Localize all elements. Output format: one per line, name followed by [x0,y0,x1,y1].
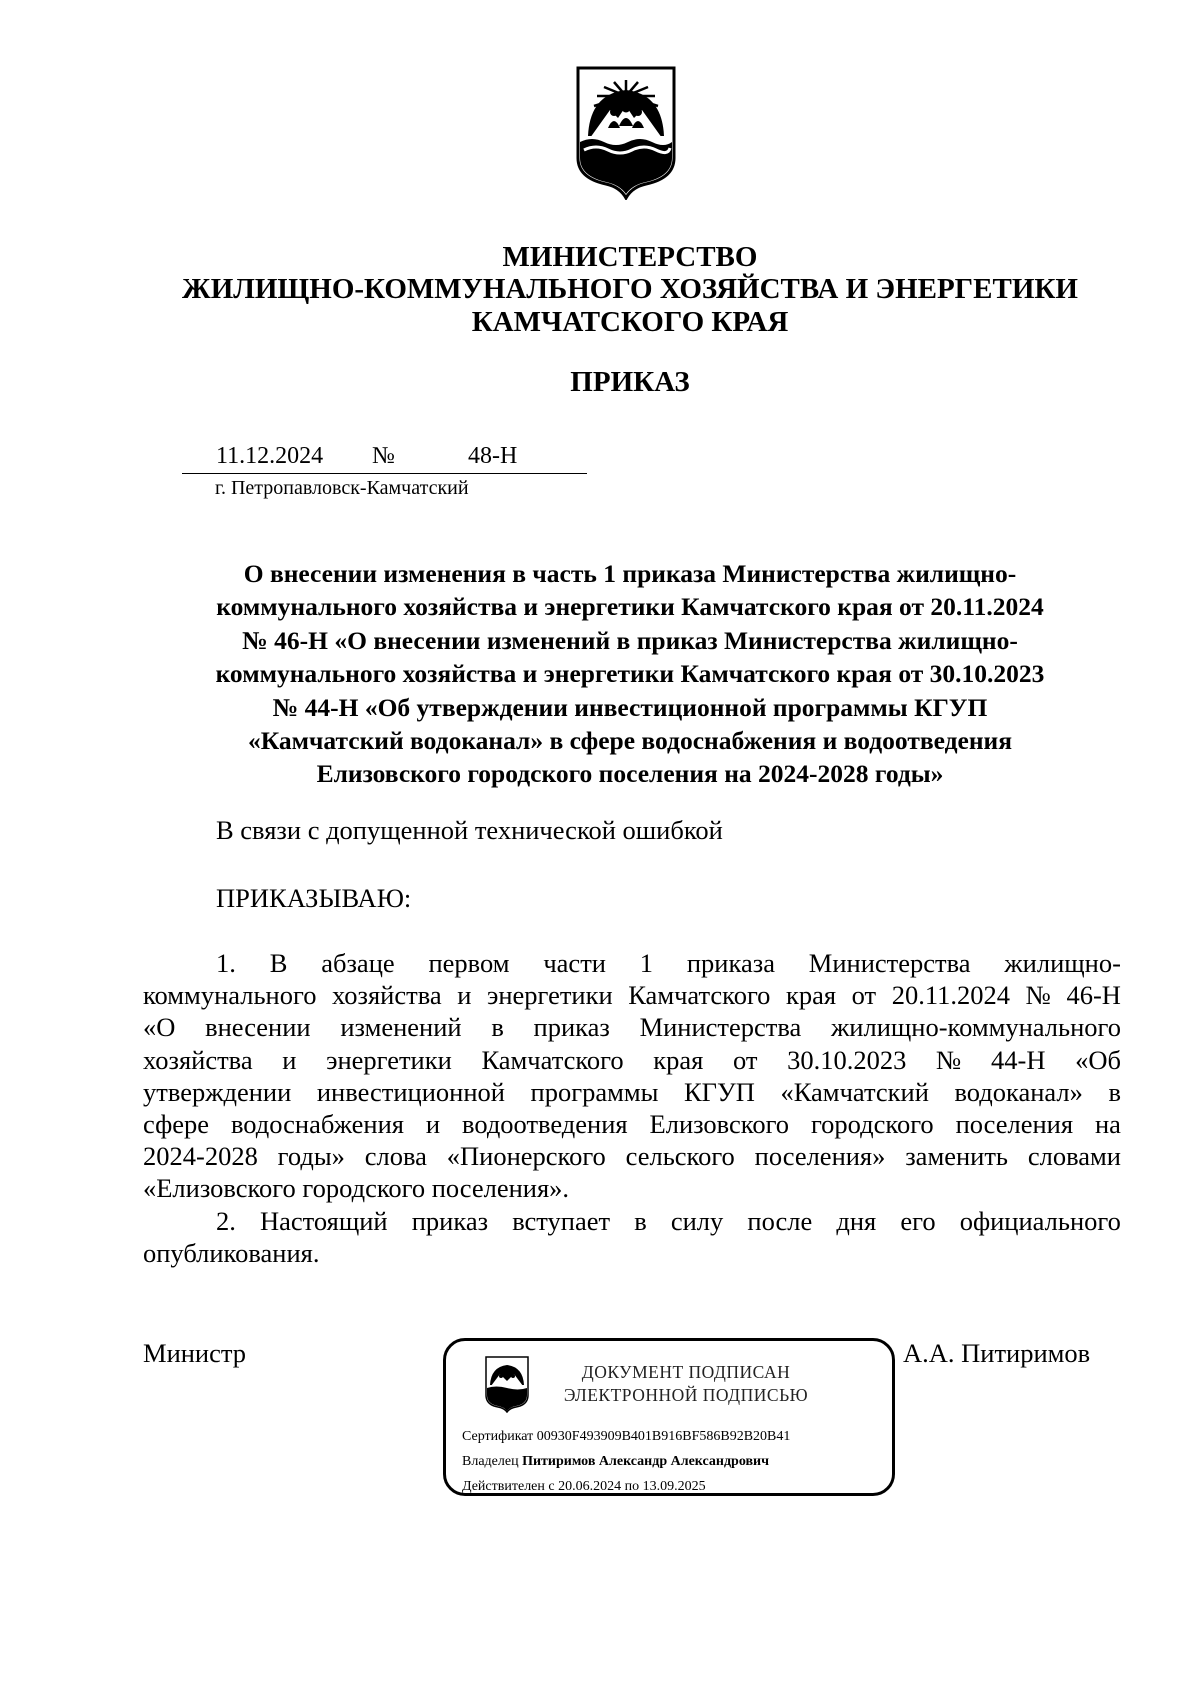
body-word: хозяйства [332,980,442,1011]
body-word: Министерства [639,1012,802,1043]
certificate-label: Сертификат [462,1429,534,1444]
body-word: словами [1027,1141,1121,1172]
body-word: приказа [686,948,775,978]
body-word: первом [428,948,510,978]
body-word: жилищно- [1004,948,1121,978]
stamp-owner [462,1454,769,1470]
ministry-name-line2: ЖИЛИЩНО-КОММУНАЛЬНОГО ХОЗЯЙСТВА И ЭНЕРГЕТИКИ [182,273,1078,305]
signer-name: А.А. Питиримов [903,1338,1091,1368]
body-word: КГУП [684,1076,755,1107]
body-word: «О [143,1012,176,1043]
body-word: энергетики [486,980,613,1011]
body-word: вступает [512,1205,611,1236]
body-word: после [747,1205,813,1236]
document-title [150,557,1110,791]
body-word: 1 [639,948,654,978]
document-number: 48-Н [468,443,518,469]
body-line [143,1108,1121,1140]
electronic-signature-stamp [443,1338,895,1496]
title-line: Елизовского городского поселения на 2024-2028 годы» [316,759,944,789]
body-word: Камчатского [628,980,771,1011]
title-line: «Камчатский водоканал» в сфере водоснабжения и водоотведения [247,726,1013,756]
stamp-heading-line1: ДОКУМЕНТ ПОДПИСАН [581,1362,791,1382]
body-word: в [491,1012,504,1043]
title-line: № 44-Н «Об утверждении инвестиционной программы КГУП [272,692,988,722]
body-word: и [282,1044,297,1075]
body-word: приказ [411,1205,489,1236]
body-word: Настоящий [260,1205,388,1236]
coat-of-arms-icon [576,66,676,200]
body-line: опубликования. [143,1237,320,1268]
title-line: коммунального хозяйства и энергетики Камчатского края от 20.11.2024 [216,592,1044,622]
body-word: силу [670,1205,724,1236]
body-word: в [1108,1076,1121,1107]
body-word: от [851,980,877,1011]
title-line: О внесении изменения в часть 1 приказа Министерства жилищно- [243,559,1017,588]
body-word: 1. [216,948,236,978]
body-word: «Об [1075,1044,1121,1075]
body-word: годы» [277,1141,345,1172]
body-word: его [900,1205,936,1236]
body-word: изменений [340,1012,462,1043]
body-line [143,1076,1121,1108]
body-word: программы [530,1076,659,1107]
stamp-certificate [462,1429,790,1445]
body-word: «Пионерского [446,1141,606,1172]
stamp-heading-line2: ЭЛЕКТРОННОЙ ПОДПИСЬЮ [563,1385,809,1405]
body-word: 2. [216,1205,236,1236]
ministry-name-line3: КАМЧАТСКОГО КРАЯ [471,306,789,338]
body-word: хозяйства [143,1044,253,1075]
body-word: 30.10.2023 [787,1044,907,1075]
body-word: приказ [533,1012,610,1043]
owner-value: Питиримов Александр Александрович [522,1454,769,1469]
body-word: 20.11.2024 [891,980,1010,1011]
valid-from: 20.06.2024 [558,1479,622,1494]
valid-label: Действителен [462,1479,545,1494]
body-line [143,979,1121,1011]
body-word: абзаце [321,948,395,978]
title-line: № 46-Н «О внесении изменений в приказ Министерства жилищно- [242,625,1018,655]
body-word: В [269,948,288,978]
order-word: ПРИКАЗЫВАЮ: [216,883,412,913]
body-word: Камчатского [481,1044,624,1075]
number-sign: № [372,443,395,469]
body-word: 46-Н [1066,980,1121,1011]
document-date: 11.12.2024 [216,443,324,469]
body-word: на [1094,1109,1121,1140]
body-word: водоотведения [462,1109,628,1140]
body-word: 2024-2028 [143,1141,258,1172]
body-line [143,1011,1121,1043]
emblem-icon [484,1355,530,1413]
valid-to-word: по [624,1479,640,1494]
body-word: поселения [955,1109,1074,1140]
body-word: дня [836,1205,877,1236]
body-line: «Елизовского городского поселения». [143,1173,570,1204]
body-line [143,1205,1121,1237]
body-word: сфере [143,1109,210,1140]
certificate-value: 00930F493909B401B916BF586B92B20B41 [536,1429,791,1444]
owner-label: Владелец [462,1454,519,1469]
title-line: коммунального хозяйства и энергетики Камчатского края от 30.10.2023 [215,659,1045,689]
signer-title: Министр [143,1338,247,1368]
body-word: энергетики [326,1044,452,1075]
body-word: водоснабжения [230,1109,404,1140]
body-word: «Камчатский [780,1076,929,1107]
body-word: жилищно-коммунального [831,1012,1121,1043]
body-word: Министерства [808,948,971,978]
body-word: № [1025,980,1051,1011]
body-word: в [634,1205,647,1236]
body-word: инвестиционной [316,1076,505,1107]
body-word: внесении [205,1012,311,1043]
registration-row [182,443,587,474]
body-word: коммунального [143,980,317,1011]
stamp-heading [556,1361,816,1407]
body-word: городского [810,1109,934,1140]
body-word: части [543,948,606,978]
body-word: утверждении [143,1076,292,1107]
body-word: заменить [905,1141,1009,1172]
body-word: и [457,980,472,1011]
body-line [143,1044,1121,1076]
body-word: края [785,980,837,1011]
valid-to: 13.09.2025 [642,1479,706,1494]
order-body [143,947,1121,1269]
body-word: сельского [625,1141,735,1172]
body-line [143,947,1121,979]
body-line [143,1140,1121,1172]
body-word: официального [959,1205,1121,1236]
body-word: № [936,1044,962,1075]
document-type: ПРИКАЗ [570,366,690,398]
body-word: поселения» [754,1141,886,1172]
body-word: Елизовского [649,1109,790,1140]
stamp-validity [462,1479,706,1495]
body-word: и [425,1109,441,1140]
valid-from-word: с [548,1479,555,1494]
body-word: от [733,1044,758,1075]
body-word: водоканал» [954,1076,1083,1107]
body-word: слова [364,1141,427,1172]
intro-text: В связи с допущенной технической ошибкой [216,815,723,845]
body-word: 44-Н [991,1044,1046,1075]
ministry-name-line1: МИНИСТЕРСТВО [502,241,758,273]
body-word: края [653,1044,704,1075]
document-place: г. Петропавловск-Камчатский [215,477,469,499]
